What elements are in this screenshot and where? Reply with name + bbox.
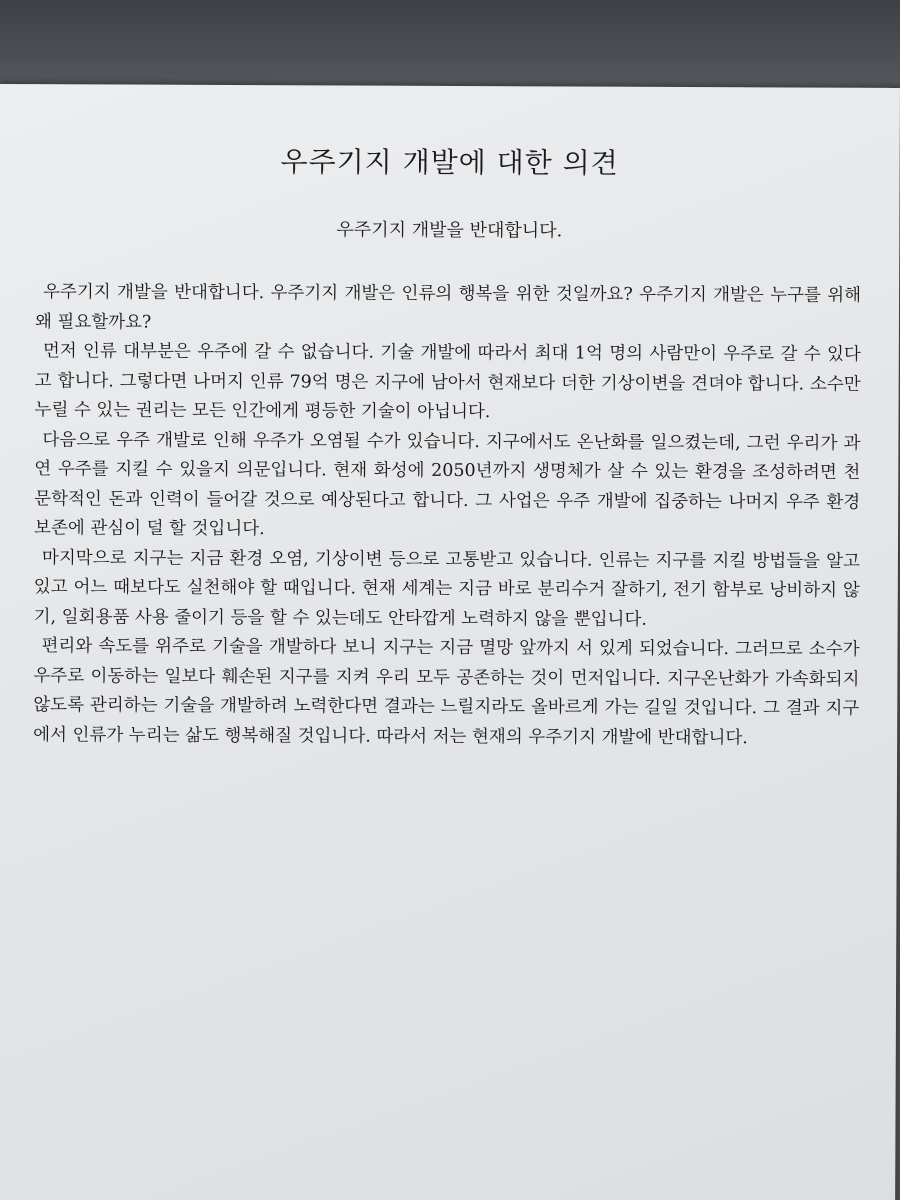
background-surface [0,0,900,90]
paper-sheet [0,84,900,1200]
paragraph-second-reason: 다음으로 우주 개발로 인해 우주가 오염될 수가 있습니다. 지구에서도 온난화를 일으켰는데, 그런 우리가 과연 우주를 지킬 수 있을지 의문입니다. 현재 화성에 2050년까지 생명체가 살 수 있는 환경을 조성하려면 천문학적인 돈과 인력이 들어갈 것으로 예상된다고 합니다. 그 사업은 우주 개발에 집중하는 나머지 우주 환경 보존에 관심이 덜 할 것입니다. [34,429,861,540]
document-subtitle: 우주기지 개발을 반대합니다. [336,219,563,242]
document-title: 우주기지 개발에 대한 의견 [280,145,619,180]
paragraph-conclusion: 편리와 속도를 위주로 기술을 개발하다 보니 지구는 지금 멸망 앞까지 서 있게 되었습니다. 그러므로 소수가 우주로 이동하는 일보다 훼손된 지구를 지켜 우리 모두 공존하는 것이 먼저입니다. 지구온난화가 가속화되지 않도록 관리하는 기술을 개발하려 노력한다면 결과는 느릴지라도 올바르게 가는 길일 것입니다. 그 결과 지구에서 인류가 누리는 삶도 행복해질 것입니다. 따라서 저는 현재의 우주기지 개발에 반대합니다. [33,636,860,748]
document-body [33,278,861,754]
paragraph-intro: 우주기지 개발을 반대합니다. 우주기지 개발은 인류의 행복을 위한 것일까요? 우주기지 개발은 누구를 위해 왜 필요할까요? [34,282,862,333]
paragraph-third-reason: 마지막으로 지구는 지금 환경 오염, 기상이변 등으로 고통받고 있습니다. 인류는 지구를 지킬 방법들을 알고 있고 어느 때보다도 실천해야 할 때입니다. 현재 세계는 지금 바로 분리수거 잘하기, 전기 함부로 낭비하지 않기, 일회용품 사용 줄이기 등을 할 수 있는데도 안타깝게 노력하지 않을 뿐입니다. [33,547,860,630]
paragraph-first-reason: 먼저 인류 대부분은 우주에 갈 수 없습니다. 기술 개발에 따라서 최대 1억 명의 사람만이 우주로 갈 수 있다고 합니다. 그렇다면 나머지 인류 79억 명은 지구에 남아서 현재보다 더한 기상이변을 견뎌야 합니다. 소수만 누릴 수 있는 권리는 모든 인간에게 평등한 기술이 아닙니다. [34,341,861,423]
